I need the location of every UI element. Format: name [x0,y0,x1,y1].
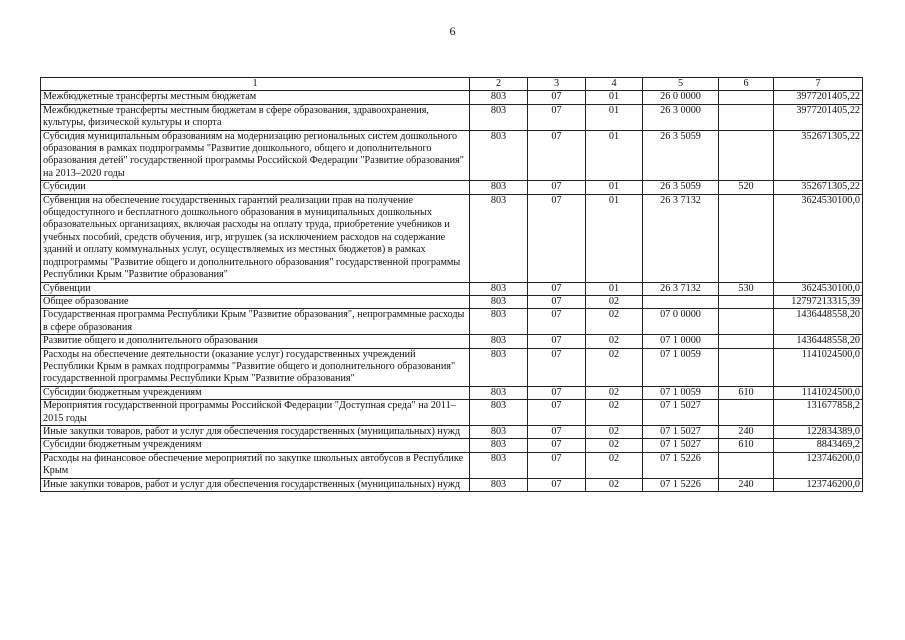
column-header: 4 [586,78,643,91]
amount-cell: 131677858,2 [774,400,863,426]
section-code-cell: 07 [528,452,586,478]
subsection-code-cell: 02 [586,439,643,452]
amount-cell: 1436448558,20 [774,309,863,335]
table-row [41,104,863,130]
ministry-code-cell: 803 [470,104,528,130]
expense-type-cell: 240 [719,425,774,438]
expense-type-cell: 610 [719,386,774,399]
subsection-code-cell: 02 [586,452,643,478]
target-article-cell: 07 0 0000 [643,309,719,335]
expense-name-cell: Общее образование [41,295,470,308]
expense-type-cell [719,309,774,335]
column-header: 1 [41,78,470,91]
ministry-code-cell: 803 [470,194,528,282]
table-row [41,452,863,478]
table-row [41,386,863,399]
expense-type-cell [719,130,774,181]
section-code-cell: 07 [528,439,586,452]
expense-type-cell [719,91,774,104]
target-article-cell: 26 0 0000 [643,91,719,104]
subsection-code-cell: 01 [586,181,643,194]
target-article-cell: 07 1 5027 [643,425,719,438]
amount-cell: 352671305,22 [774,130,863,181]
subsection-code-cell: 02 [586,295,643,308]
ministry-code-cell: 803 [470,348,528,386]
table-row [41,348,863,386]
target-article-cell [643,295,719,308]
amount-cell: 3977201405,22 [774,91,863,104]
table-header [41,78,863,91]
amount-cell: 8843469,2 [774,439,863,452]
amount-cell: 1141024500,0 [774,386,863,399]
expense-type-cell [719,335,774,348]
column-header: 2 [470,78,528,91]
expense-name-cell: Расходы на обеспечение деятельности (оказание услуг) государственных учреждений Республики Крым в рамках подпрограммы "Развитие общего и дополнительного образования" государственной программы Республики Крым "Развитие образования" [41,348,470,386]
ministry-code-cell: 803 [470,181,528,194]
amount-cell: 123746200,0 [774,478,863,491]
section-code-cell: 07 [528,104,586,130]
expense-name-cell: Иные закупки товаров, работ и услуг для обеспечения государственных (муниципальных) нужд [41,478,470,491]
amount-cell: 3977201405,22 [774,104,863,130]
target-article-cell: 26 3 7132 [643,194,719,282]
table-body [41,91,863,492]
section-code-cell: 07 [528,400,586,426]
expense-name-cell: Субвенция на обеспечение государственных гарантий реализации прав на получение общедоступного и бесплатного дошкольного образования в муниципальных дошкольных образовательных организациях, включая расходы на оплату труда, приобретение учебников и учебных пособий, средств обучения, игр, игрушек (за исключением расходов на содержание зданий и оплату коммунальных услуг, осуществляемых из местных бюджетов) в рамках подпрограммы "Развитие общего и дополнительного образования" государственной программы Республики Крым "Развитие образования" [41,194,470,282]
expense-name-cell: Субсидии бюджетным учреждениям [41,439,470,452]
ministry-code-cell: 803 [470,425,528,438]
ministry-code-cell: 803 [470,439,528,452]
header-row [41,78,863,91]
expense-name-cell: Иные закупки товаров, работ и услуг для обеспечения государственных (муниципальных) нужд [41,425,470,438]
subsection-code-cell: 02 [586,478,643,491]
target-article-cell: 07 1 0059 [643,386,719,399]
amount-cell: 122834389,0 [774,425,863,438]
subsection-code-cell: 01 [586,194,643,282]
page-number: 6 [449,24,456,38]
expense-type-cell: 240 [719,478,774,491]
section-code-cell: 07 [528,91,586,104]
subsection-code-cell: 01 [586,91,643,104]
subsection-code-cell: 02 [586,425,643,438]
amount-cell: 352671305,22 [774,181,863,194]
target-article-cell: 07 1 5027 [643,400,719,426]
expense-type-cell: 530 [719,282,774,295]
section-code-cell: 07 [528,130,586,181]
amount-cell: 123746200,0 [774,452,863,478]
expense-name-cell: Межбюджетные трансферты местным бюджетам [41,91,470,104]
amount-cell: 12797213315,39 [774,295,863,308]
target-article-cell: 26 3 5059 [643,181,719,194]
target-article-cell: 07 1 0059 [643,348,719,386]
expense-type-cell: 520 [719,181,774,194]
section-code-cell: 07 [528,348,586,386]
table-row [41,91,863,104]
expense-type-cell: 610 [719,439,774,452]
table-row [41,400,863,426]
table-row [41,439,863,452]
target-article-cell: 26 3 0000 [643,104,719,130]
amount-cell: 1141024500,0 [774,348,863,386]
ministry-code-cell: 803 [470,386,528,399]
budget-table [40,77,863,492]
section-code-cell: 07 [528,181,586,194]
expense-type-cell [719,452,774,478]
expense-type-cell [719,194,774,282]
section-code-cell: 07 [528,425,586,438]
subsection-code-cell: 02 [586,348,643,386]
ministry-code-cell: 803 [470,295,528,308]
expense-name-cell: Расходы на финансовое обеспечение мероприятий по закупке школьных автобусов в Республике Крым [41,452,470,478]
subsection-code-cell: 02 [586,400,643,426]
expense-name-cell: Развитие общего и дополнительного образования [41,335,470,348]
amount-cell: 3624530100,0 [774,194,863,282]
expense-type-cell [719,295,774,308]
expense-name-cell: Государственная программа Республики Крым "Развитие образования", непрограммные расходы в сфере образования [41,309,470,335]
table-row [41,335,863,348]
ministry-code-cell: 803 [470,400,528,426]
target-article-cell: 07 1 5226 [643,452,719,478]
section-code-cell: 07 [528,386,586,399]
expense-type-cell [719,400,774,426]
ministry-code-cell: 803 [470,309,528,335]
expense-name-cell: Межбюджетные трансферты местным бюджетам в сфере образования, здравоохранения, культуры, физической культуры и спорта [41,104,470,130]
target-article-cell: 26 3 5059 [643,130,719,181]
expense-name-cell: Субсидии бюджетным учреждениям [41,386,470,399]
expense-name-cell: Мероприятия государственной программы Российской Федерации "Доступная среда" на 2011–2015 годы [41,400,470,426]
table-row [41,295,863,308]
subsection-code-cell: 01 [586,282,643,295]
ministry-code-cell: 803 [470,478,528,491]
section-code-cell: 07 [528,295,586,308]
expense-type-cell [719,104,774,130]
subsection-code-cell: 02 [586,309,643,335]
table-row [41,282,863,295]
ministry-code-cell: 803 [470,282,528,295]
table-row [41,309,863,335]
table-row [41,194,863,282]
section-code-cell: 07 [528,282,586,295]
target-article-cell: 07 1 5226 [643,478,719,491]
expense-name-cell: Субсидия муниципальным образованиям на модернизацию региональных систем дошкольного образования в рамках подпрограммы "Развитие дошкольного, общего и дополнительного образования детей" государственной программы Российской Федерации "Развитие образования" на 2013–2020 годы [41,130,470,181]
subsection-code-cell: 01 [586,130,643,181]
column-header: 5 [643,78,719,91]
ministry-code-cell: 803 [470,452,528,478]
expense-name-cell: Субвенции [41,282,470,295]
subsection-code-cell: 02 [586,386,643,399]
ministry-code-cell: 803 [470,130,528,181]
column-header: 3 [528,78,586,91]
table-row [41,478,863,491]
section-code-cell: 07 [528,194,586,282]
section-code-cell: 07 [528,309,586,335]
amount-cell: 1436448558,20 [774,335,863,348]
expense-type-cell [719,348,774,386]
table-row [41,130,863,181]
column-header: 6 [719,78,774,91]
section-code-cell: 07 [528,335,586,348]
column-header: 7 [774,78,863,91]
target-article-cell: 26 3 7132 [643,282,719,295]
table-row [41,181,863,194]
table-row [41,425,863,438]
subsection-code-cell: 01 [586,104,643,130]
ministry-code-cell: 803 [470,335,528,348]
subsection-code-cell: 02 [586,335,643,348]
expense-name-cell: Субсидии [41,181,470,194]
target-article-cell: 07 1 5027 [643,439,719,452]
section-code-cell: 07 [528,478,586,491]
target-article-cell: 07 1 0000 [643,335,719,348]
ministry-code-cell: 803 [470,91,528,104]
amount-cell: 3624530100,0 [774,282,863,295]
